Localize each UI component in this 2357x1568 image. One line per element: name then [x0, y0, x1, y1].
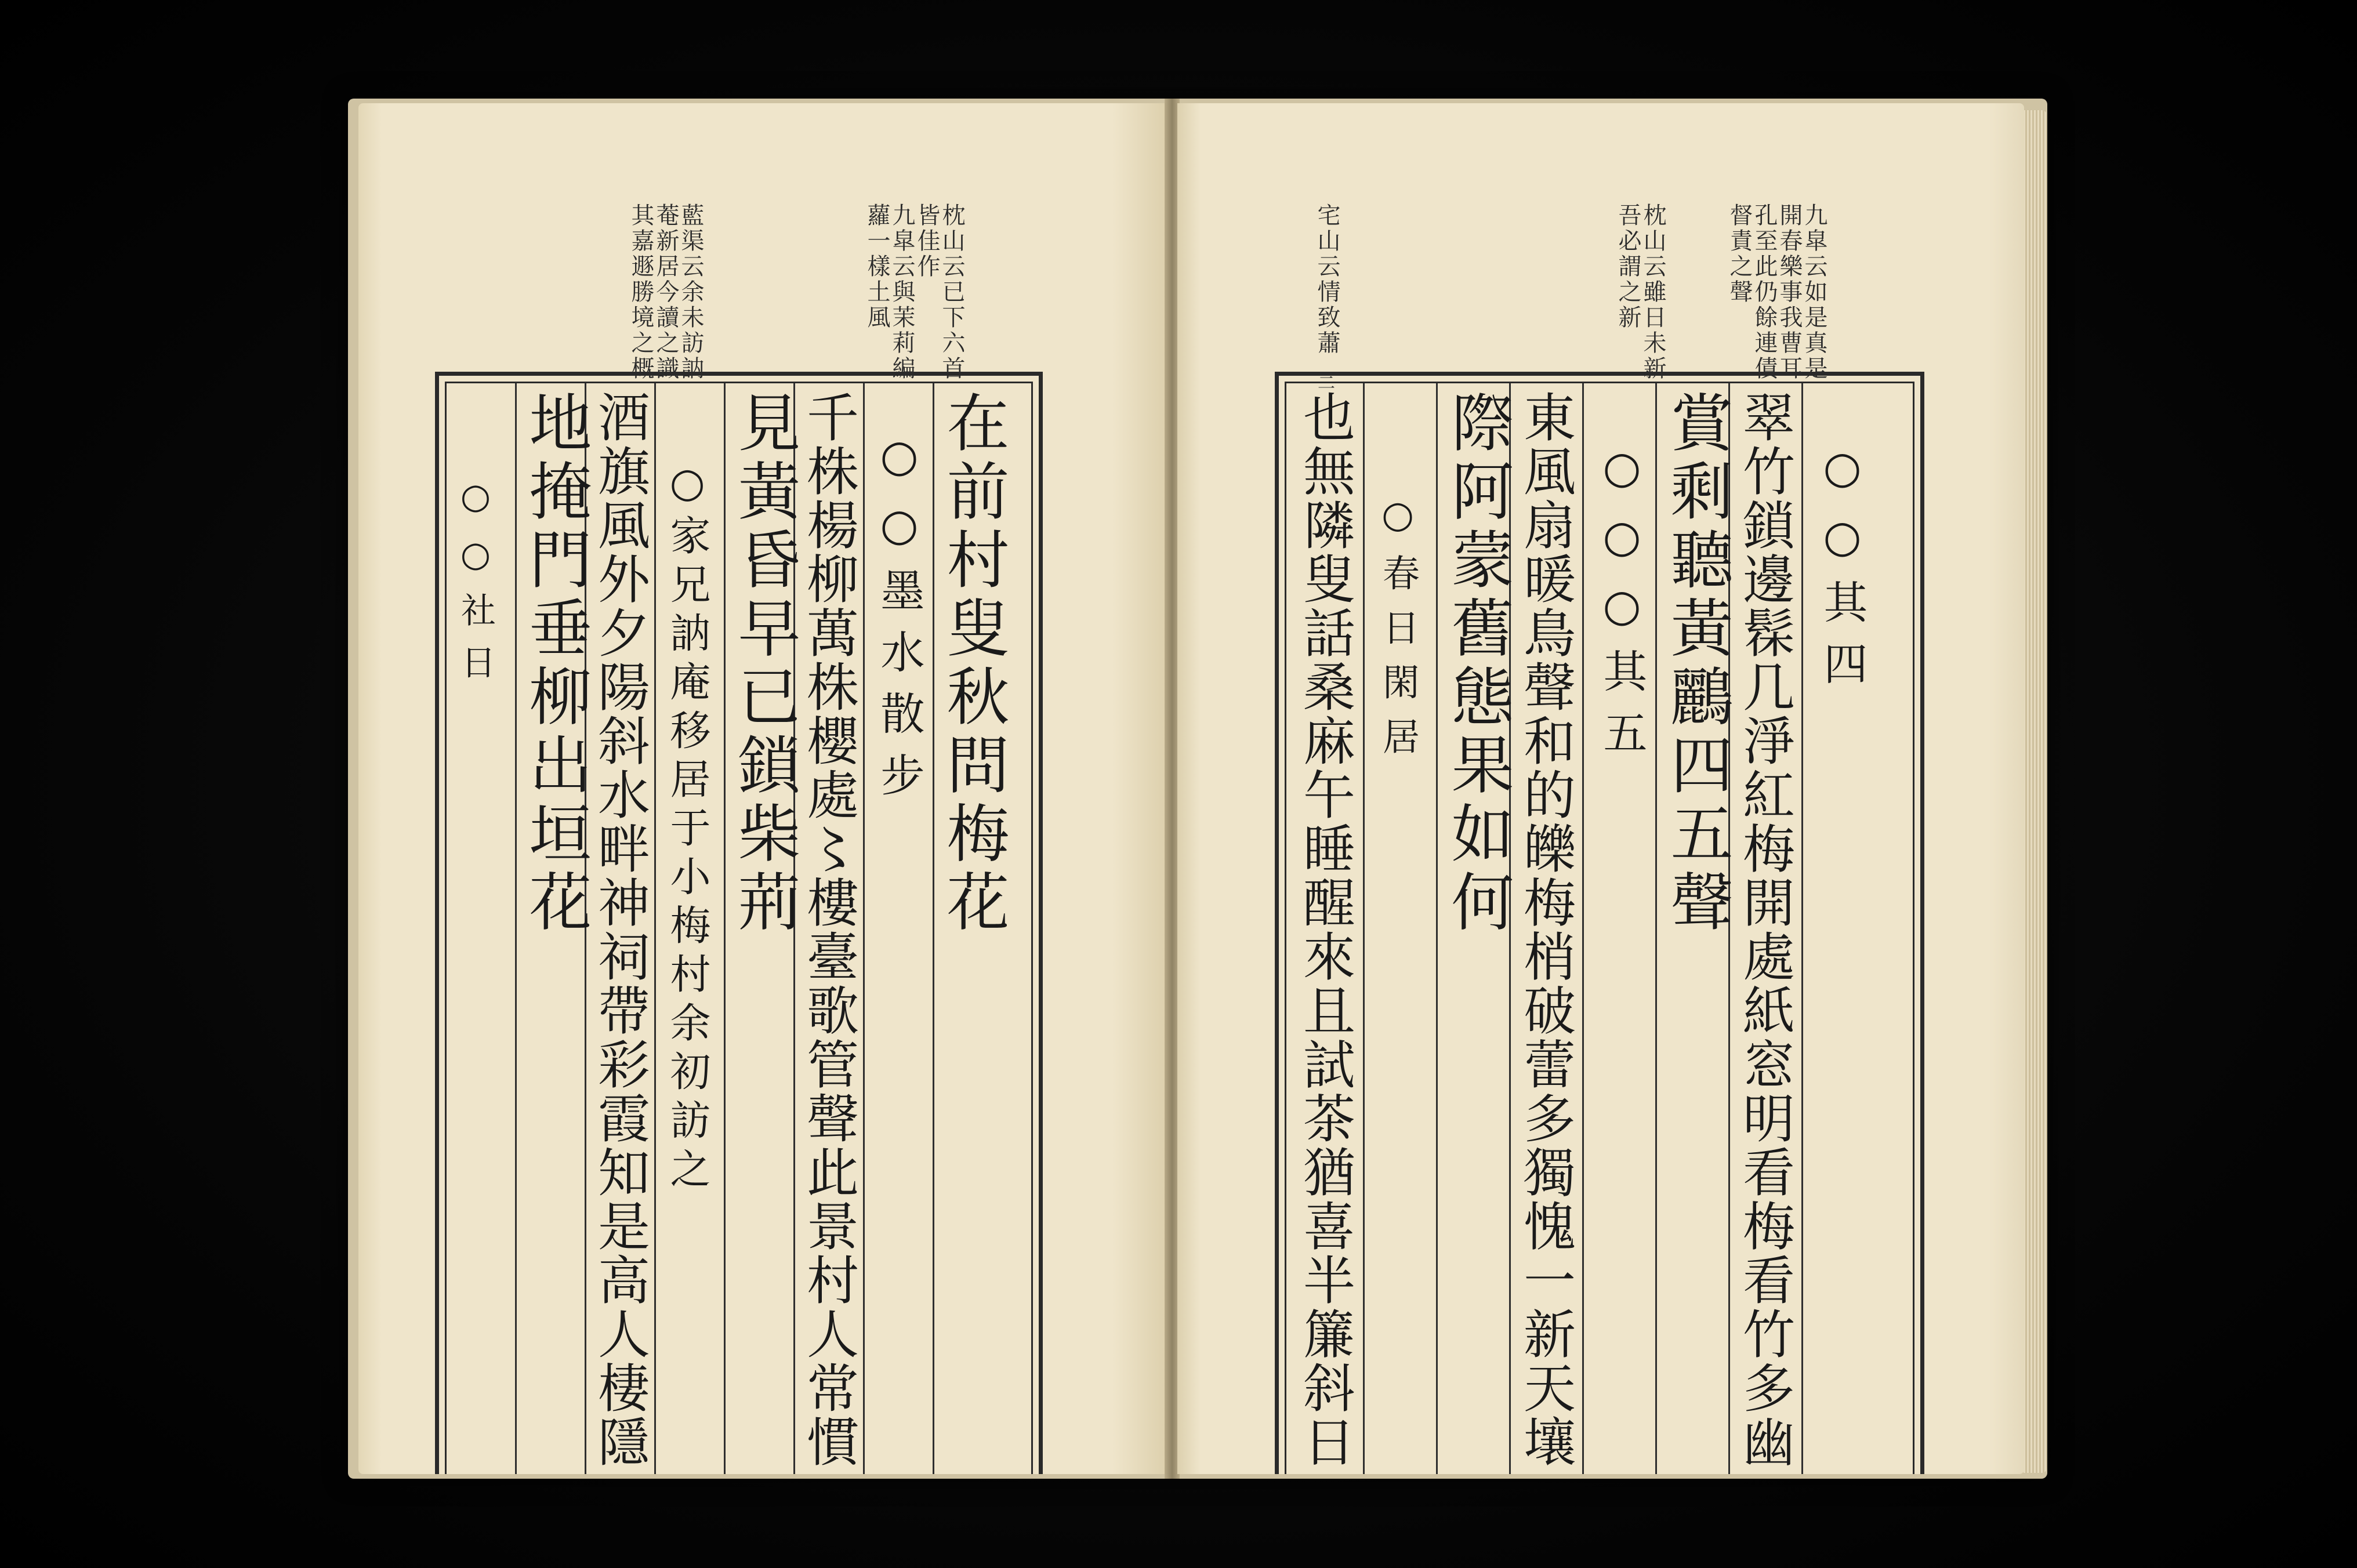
- margin-note: 宅山云情致蕭: [1314, 203, 1340, 356]
- margin-note: 孔至此仍餘連債: [1751, 203, 1778, 382]
- text-column: 酒旗風外夕陽斜水畔神祠帶彩霞知是高人棲隱: [589, 390, 650, 1469]
- text-column: 也無隣叟話桑麻午睡醒來且試茶猶喜半簾斜日: [1294, 390, 1355, 1469]
- column-rule: [515, 383, 517, 1474]
- text-column: 翠竹鎖邊髹几淨紅梅開處紙窓明看梅看竹多幽: [1734, 390, 1794, 1469]
- margin-note: 皆佳作: [913, 203, 940, 280]
- margin-note: 開春樂事我曹耳: [1776, 203, 1803, 382]
- text-column: ○春日閑居: [1376, 493, 1419, 772]
- text-frame-inner: [445, 382, 1033, 1474]
- text-column: ○○其四: [1816, 441, 1868, 702]
- column-rule: [863, 383, 865, 1474]
- margin-note: 枕山云已下六首: [938, 203, 965, 382]
- text-column: 東風扇暖鳥聲和的皪梅梢破蕾多獨愧一新天壤: [1514, 390, 1575, 1469]
- text-column: ○○墨水散步: [873, 430, 925, 814]
- margin-note: 九皐云如是真是: [1801, 203, 1827, 382]
- column-rule: [933, 383, 934, 1474]
- text-frame-inner: [1285, 382, 1914, 1474]
- margin-note: 菴新居今讀之識: [652, 203, 679, 382]
- column-rule: [1363, 383, 1365, 1474]
- page-number: 二: [1314, 373, 1335, 393]
- text-column: ○○社日: [455, 476, 496, 696]
- text-frame: [1275, 372, 1924, 1474]
- text-column: 在前村叟秋問梅花: [936, 390, 1009, 938]
- margin-note: 蘿一樣土風: [864, 203, 890, 331]
- right-page: [1177, 103, 2024, 1474]
- text-column: 見黃昏早已鎖柴荊: [727, 390, 800, 938]
- text-column: 際阿蒙舊態果如何: [1441, 390, 1513, 938]
- margin-note: 吾必謂之新: [1615, 203, 1641, 331]
- column-rule: [724, 383, 726, 1474]
- margin-note: 枕山云雖日未新: [1640, 203, 1666, 382]
- text-column: ○家兄訥庵移居于小梅村余初訪之: [663, 459, 711, 1196]
- left-page: [358, 103, 1166, 1474]
- margin-note: 九皐云與茉莉編: [889, 203, 915, 382]
- margin-note: 督責之聲: [1726, 203, 1753, 305]
- text-column: ○○○其五: [1596, 441, 1648, 771]
- column-rule: [1801, 383, 1803, 1474]
- text-column: 地掩門垂柳出垣花: [518, 390, 591, 938]
- column-rule: [654, 383, 656, 1474]
- column-rule: [1582, 383, 1584, 1474]
- margin-note: 其嘉遯勝境之概: [628, 203, 654, 382]
- text-column: 千株楊柳萬株櫻處〻樓臺歌管聲此景村人常慣: [797, 390, 858, 1469]
- text-column: 賞剩聽黃鸝四五聲: [1660, 390, 1732, 938]
- column-rule: [1436, 383, 1438, 1474]
- text-frame: [435, 372, 1043, 1474]
- margin-note: 藍渠云余未訪訥: [677, 203, 704, 382]
- column-rule: [1655, 383, 1657, 1474]
